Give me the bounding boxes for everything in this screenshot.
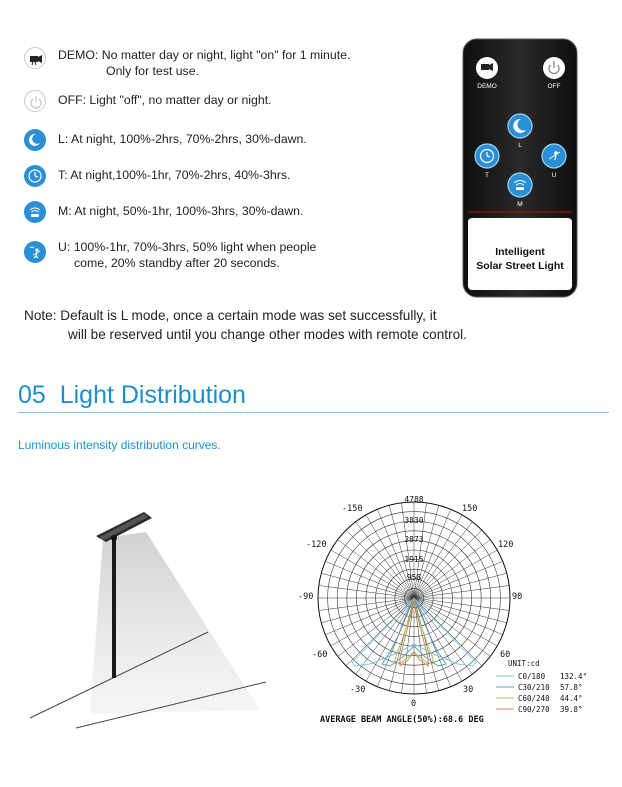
mode-description: M: At night, 50%-1hr, 100%-3hrs, 30%-dawn. — [58, 204, 304, 218]
legend-label: C60/240 — [518, 694, 550, 703]
angle-label: 150 — [462, 504, 478, 514]
polar-spoke — [377, 598, 414, 687]
section-subtitle: Luminous intensity distribution curves. — [18, 438, 221, 452]
moon-icon — [24, 129, 46, 151]
legend-value: 57.8° — [560, 683, 583, 692]
remote-t-label: T — [485, 172, 489, 179]
radial-label: 4788 — [404, 495, 424, 504]
polar-spoke — [331, 550, 414, 598]
section-title — [18, 381, 246, 410]
remote-l-label: L — [518, 142, 522, 149]
remote-control — [462, 38, 578, 298]
polar-spoke — [414, 598, 462, 681]
remote-m-label: M — [517, 201, 523, 208]
angle-label: 90 — [512, 592, 523, 602]
remote-t-button — [475, 144, 499, 168]
polar-distribution-chart — [298, 494, 598, 730]
legend-label: C0/180 — [518, 672, 546, 681]
street-light-illustration — [28, 500, 268, 730]
remote-u-label: U — [551, 172, 557, 179]
polar-spoke — [366, 598, 414, 681]
mode-description: T: At night,100%-1hr, 70%-2hrs, 40%-3hrs. — [58, 168, 291, 182]
remote-m-button — [508, 173, 532, 197]
remote-caption-line1: Intelligent — [495, 246, 545, 258]
motion-sensor-icon — [24, 201, 46, 223]
polar-spoke — [321, 598, 414, 623]
section-divider — [18, 412, 609, 413]
polar-spoke — [319, 598, 414, 611]
polar-spoke — [414, 561, 503, 598]
remote-u-button — [542, 144, 566, 168]
angle-label: -120 — [306, 540, 327, 550]
polar-spoke — [325, 561, 414, 598]
angle-label: -60 — [312, 650, 328, 660]
mode-description: DEMO: No matter day or night, light "on" for 1 minute. Only for test use. — [58, 48, 351, 78]
mode-description: L: At night, 100%-2hrs, 70%-2hrs, 30%-dawn. — [58, 132, 307, 146]
polar-spoke — [414, 586, 509, 599]
polar-spoke — [414, 598, 507, 623]
power-icon — [24, 90, 46, 112]
remote-demo-button — [476, 57, 498, 79]
remote-demo-label: DEMO — [477, 83, 497, 90]
person-sensor-icon — [24, 241, 46, 263]
legend-value: 39.8° — [560, 705, 583, 714]
clock-icon — [24, 165, 46, 187]
polar-spoke — [321, 573, 414, 598]
legend-value: 44.4° — [560, 694, 583, 703]
polar-spoke — [319, 586, 414, 599]
section-title-text: Light Distribution — [59, 381, 246, 409]
light-pole — [112, 538, 116, 678]
lamp-head — [111, 535, 117, 541]
angle-label: -90 — [298, 592, 314, 602]
polar-spoke — [414, 550, 497, 598]
note-line1: Note: Default is L mode, once a certain mode was set successfully, it — [24, 308, 437, 323]
polar-spoke — [414, 573, 507, 598]
mode-description: OFF: Light "off", no matter day or night. — [58, 93, 272, 107]
legend — [496, 672, 587, 714]
note-line2: will be reserved until you change other modes with remote control. — [68, 327, 467, 342]
polar-spoke — [331, 598, 414, 646]
angle-label: 0 — [411, 699, 417, 709]
angle-label: 60 — [500, 650, 511, 660]
section-number: 05 — [18, 381, 46, 409]
angle-label: 30 — [463, 685, 474, 695]
legend-label: C90/270 — [518, 705, 550, 714]
polar-spoke — [414, 598, 509, 611]
radial-label: 958 — [406, 573, 422, 582]
angle-label: 120 — [498, 540, 514, 550]
radial-label: 3830 — [404, 516, 424, 525]
angle-label: -30 — [350, 685, 366, 695]
camera-icon — [24, 47, 46, 69]
remote-caption-line2: Solar Street Light — [476, 260, 564, 272]
unit-label: UNIT:cd — [508, 659, 540, 668]
mode-description: U: 100%-1hr, 70%-3hrs, 50% light when people come, 20% standby after 20 seconds. — [58, 240, 317, 270]
remote-off-label: OFF — [547, 83, 561, 90]
beam-angle-caption: AVERAGE BEAM ANGLE(50%):68.6 DEG — [320, 715, 484, 725]
remote-off-button — [543, 57, 565, 79]
legend-label: C30/210 — [518, 683, 550, 692]
polar-spoke — [414, 598, 451, 687]
radial-label: 2873 — [404, 535, 424, 544]
angle-label: -150 — [342, 504, 363, 514]
remote-l-button — [508, 114, 532, 138]
radial-label: 1915 — [404, 555, 424, 564]
legend-value: 132.4° — [560, 672, 588, 681]
note — [24, 306, 467, 344]
polar-spoke — [414, 598, 497, 646]
